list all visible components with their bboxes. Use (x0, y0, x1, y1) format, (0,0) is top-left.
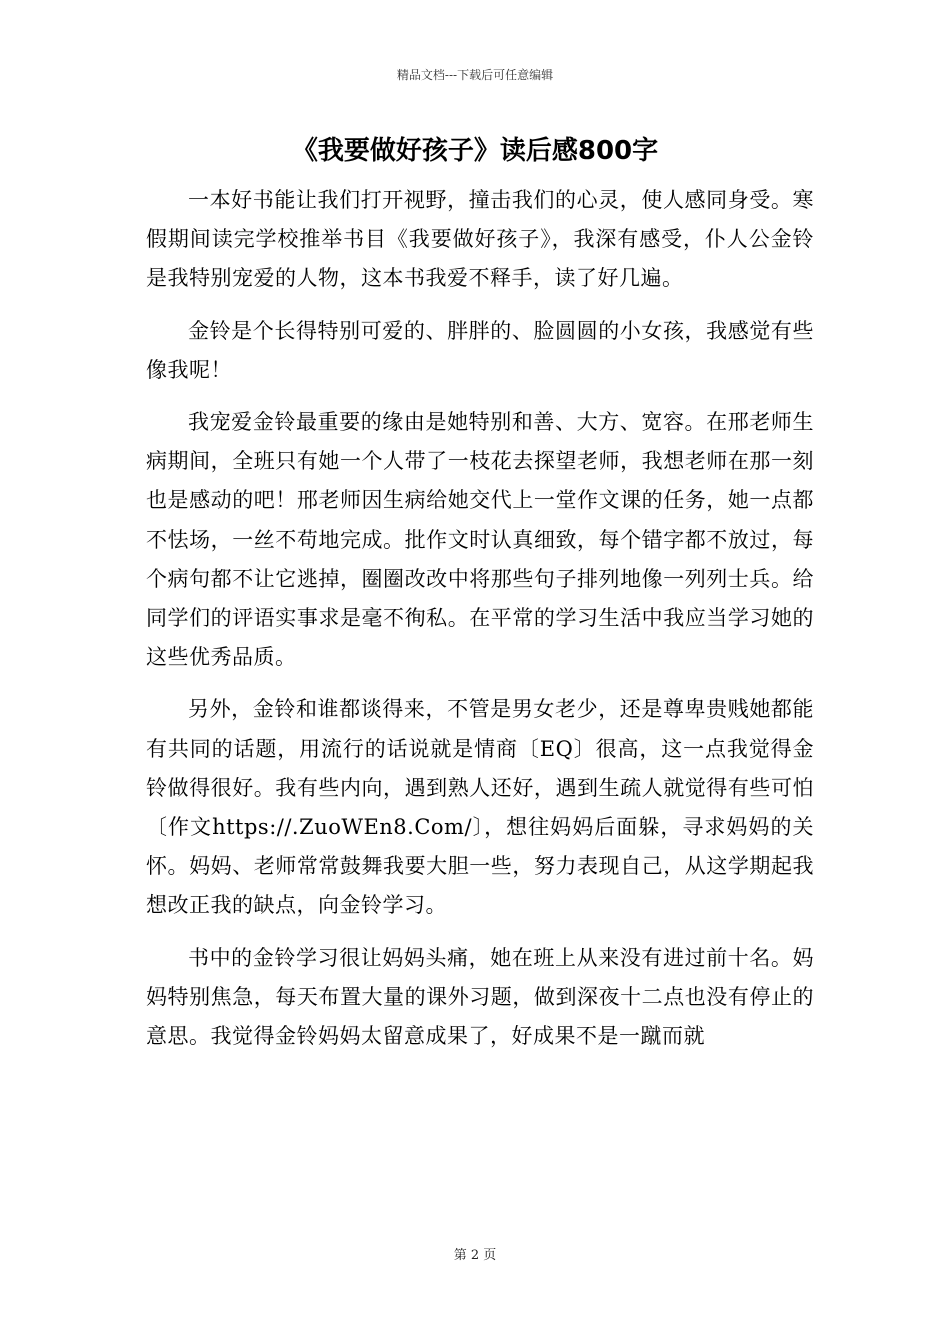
document-title: 《我要做好孩子》读后感800字 (291, 136, 659, 166)
paragraph-5: 书中的金铃学习很让妈妈头痛，她在班上从来没有进过前十名。妈妈特别焦急，每天布置大量的课外习题，做到深夜十二点也没有停止的意思。我觉得金铃妈妈太留意成果了，好成果不是一蹴而就 (146, 945, 814, 1049)
paragraph-1: 一本好书能让我们打开视野，撞击我们的心灵，使人感同身受。寒假期间读完学校推举书目《我要做好孩子》，我深有感受，仆人公金铃是我特别宠爱的人物，这本书我爱不释手，读了好几遍。 (146, 188, 814, 291)
paragraph-3: 我宠爱金铃最重要的缘由是她特别和善、大方、宽容。在邢老师生病期间，全班只有她一个人带了一枝花去探望老师，我想老师在那一刻也是感动的吧！邢老师因生病给她交代上一堂作文课的任务，她一点都不怯场，一丝不苟地完成。批作文时认真细致，每个错字都不放过，每个病句都不让它逃掉，圈圈改改中将那些句子排列地像一列列士兵。给同学们的评语实事求是毫不徇私。在平常的学习生活中我应当学习她的这些优秀品质。 (146, 410, 814, 670)
paragraph-4: 另外，金铃和谁都谈得来，不管是男女老少，还是尊卑贵贱她都能有共同的话题，用流行的话说就是情商〔EQ〕很高，这一点我觉得金铃做得很好。我有些内向，遇到熟人还好，遇到生疏人就觉得有些可怕〔作文https://.ZuoWEn8.Com/〕，想往妈妈后面躲，寻求妈妈的关怀。妈妈、老师常常鼓舞我要大胆一些，努力表现自己，从这学期起我想改正我的缺点，向金铃学习。 (146, 697, 814, 918)
page-number: 第 2 页 (453, 1248, 497, 1263)
paragraph-2: 金铃是个长得特别可爱的、胖胖的、脸圆圆的小女孩，我感觉有些像我呢！ (146, 318, 814, 382)
document-body (146, 181, 814, 1069)
page-header: 精品文档---下载后可任意编辑 (396, 68, 554, 82)
